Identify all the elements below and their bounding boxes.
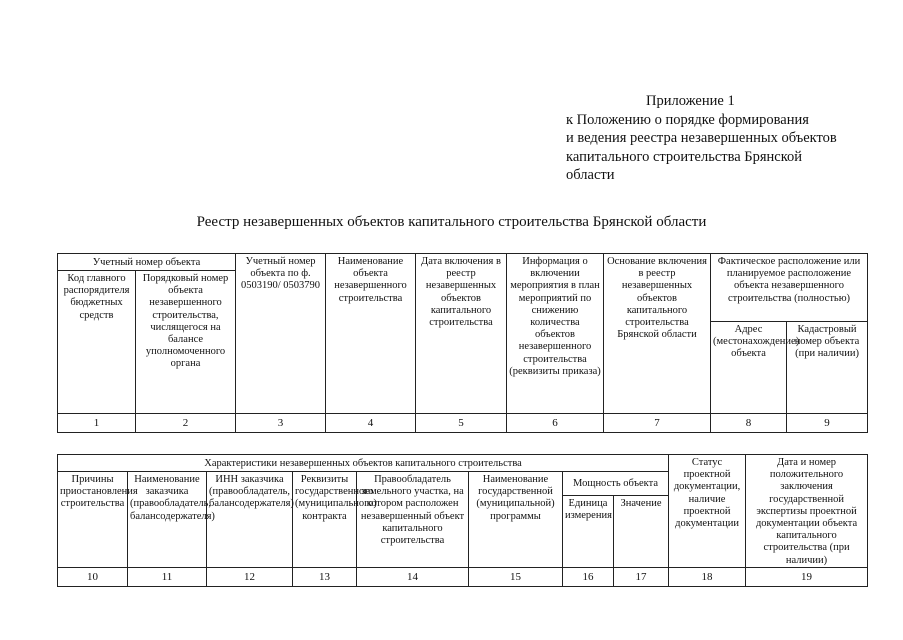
registry-title: Реестр незавершенных объектов капитального строительства Брянской области [196, 214, 707, 230]
appendix-header [566, 92, 886, 185]
column-number: 16 [563, 567, 614, 586]
column-number: 2 [136, 414, 236, 433]
column-number: 10 [58, 567, 128, 586]
header-contract-details: Реквизиты государственного (муниципального) контракта [293, 472, 357, 568]
header-customer-name: Наименование заказчика (правообладатель, балансодержателя) [128, 472, 207, 568]
header-serial-number: Порядковый номер объекта незавершенного строительства, числящегося на балансе уполномоченного органа [136, 271, 236, 414]
header-budget-code: Код главного распорядителя бюджетных средств [58, 271, 136, 414]
header-address: Адрес (местонахождение) объекта [711, 322, 787, 414]
header-expertise-conclusion: Дата и номер положительного заключения государственной экспертизы проектной документации объекта капитального строительства (при наличии) [746, 455, 868, 568]
header-cadastral-number: Кадастровый номер объекта (при наличии) [787, 322, 868, 414]
header-land-owner: Правообладатель земельного участка, на котором расположен незавершенный объект капитального строительства [357, 472, 469, 568]
header-inclusion-basis: Основание включения в реестр незавершенных объектов капитального строительства Брянской области [604, 254, 711, 414]
header-unit: Единица измерения [563, 495, 614, 567]
appendix-line-5: области [566, 167, 615, 183]
header-design-doc-status: Статус проектной документации, наличие проектной документации [669, 455, 746, 568]
column-number: 3 [236, 414, 326, 433]
appendix-line-1: Приложение 1 [646, 93, 735, 109]
header-inclusion-date: Дата включения в реестр незавершенных объектов капитального строительства [416, 254, 507, 414]
header-plan-info: Информация о включении мероприятия в план мероприятий по снижению количества объектов незавершенного строительства (реквизиты приказа) [507, 254, 604, 414]
column-number: 13 [293, 567, 357, 586]
header-object-name: Наименование объекта незавершенного строительства [326, 254, 416, 414]
header-value: Значение [614, 495, 669, 567]
column-number: 11 [128, 567, 207, 586]
registry-table-characteristics [57, 454, 868, 587]
column-number: 1 [58, 414, 136, 433]
column-number: 12 [207, 567, 293, 586]
column-number: 5 [416, 414, 507, 433]
header-program-name: Наименование государственной (муниципальной) программы [469, 472, 563, 568]
column-number: 7 [604, 414, 711, 433]
header-account-number-form: Учетный номер объекта по ф. 0503190/ 0503790 [236, 254, 326, 414]
header-capacity-group: Мощность объекта [563, 472, 669, 496]
registry-table-main [57, 253, 868, 433]
column-number: 14 [357, 567, 469, 586]
appendix-line-3: и ведения реестра незавершенных объектов [566, 130, 837, 146]
column-number: 9 [787, 414, 868, 433]
column-number: 4 [326, 414, 416, 433]
column-number: 19 [746, 567, 868, 586]
column-number: 6 [507, 414, 604, 433]
column-number: 18 [669, 567, 746, 586]
header-account-number-group: Учетный номер объекта [58, 254, 236, 271]
header-characteristics-group: Характеристики незавершенных объектов капитального строительства [58, 455, 669, 472]
appendix-line-2: к Положению о порядке формирования [566, 111, 809, 128]
header-customer-inn: ИНН заказчика (правообладатель, балансодержателя) [207, 472, 293, 568]
header-suspension-reasons: Причины приостановления строительства [58, 472, 128, 568]
column-number: 17 [614, 567, 669, 586]
appendix-line-4: капитального строительства Брянской [566, 148, 803, 165]
header-location-group: Фактическое расположение или планируемое расположение объекта незавершенного строительства (полностью) [711, 254, 868, 322]
column-number: 8 [711, 414, 787, 433]
column-number: 15 [469, 567, 563, 586]
